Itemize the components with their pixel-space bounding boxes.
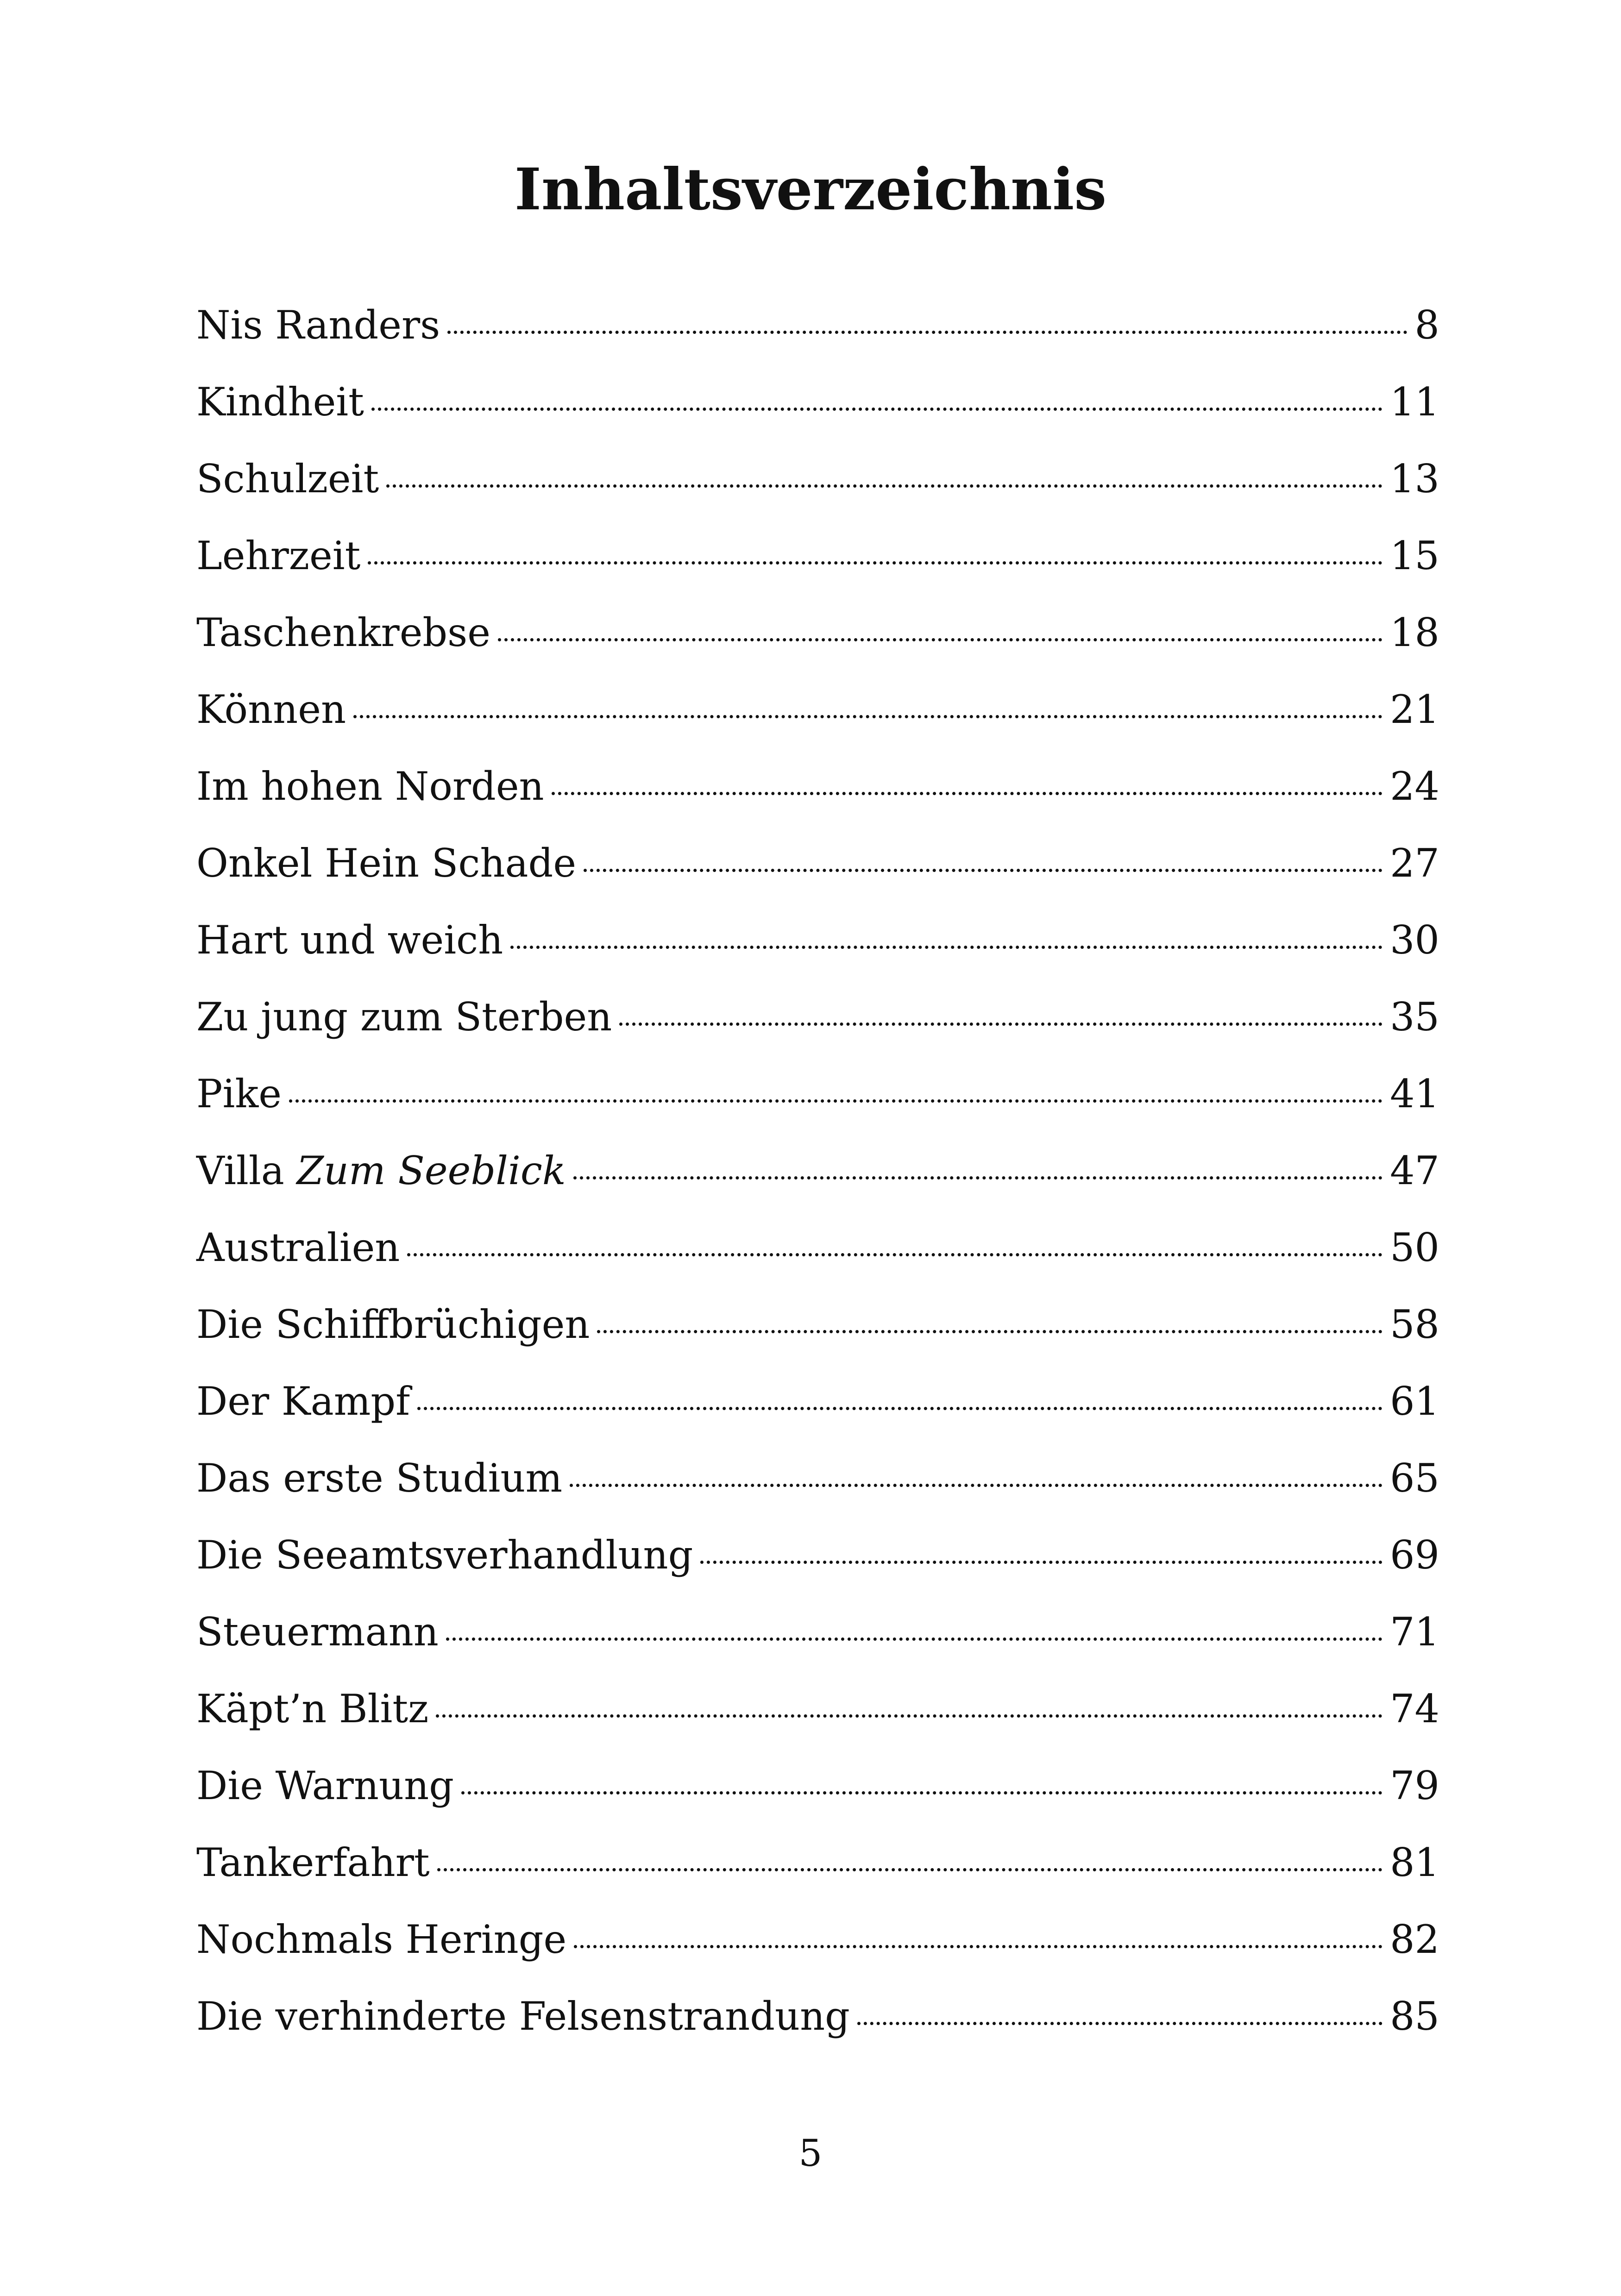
- toc-entry-title-prefix: Villa: [196, 1148, 297, 1193]
- toc-entry-title: Australien: [196, 1225, 400, 1270]
- toc-entry-title: Zu jung zum Sterben: [196, 994, 612, 1040]
- toc-entry: [196, 988, 1439, 1065]
- toc-entry-title: Der Kampf: [196, 1379, 410, 1424]
- toc-entry-page: 27: [1390, 841, 1439, 886]
- dot-leader: [386, 484, 1382, 488]
- toc-entry-page: 79: [1390, 1763, 1439, 1808]
- toc-entry-title-italic: Zum Seeblick: [296, 1148, 566, 1193]
- toc-entry-page: 71: [1390, 1609, 1439, 1655]
- toc-entry: [196, 1757, 1439, 1834]
- toc-entry-page: 47: [1390, 1148, 1439, 1193]
- toc-entry: [196, 296, 1439, 373]
- toc-entry-page: 11: [1390, 379, 1439, 425]
- dot-leader: [552, 792, 1382, 795]
- toc-entry: [196, 527, 1439, 604]
- toc-entry-page: 50: [1390, 1225, 1439, 1270]
- toc-entry-title: Die verhinderte Felsenstrandung: [196, 1994, 850, 2039]
- toc-entry-page: 24: [1390, 764, 1439, 809]
- toc-entry: [196, 1988, 1439, 2064]
- table-of-contents: [196, 296, 1439, 2064]
- toc-entry-page: 13: [1390, 456, 1439, 502]
- toc-entry-page: 41: [1390, 1071, 1439, 1117]
- dot-leader: [570, 1484, 1382, 1487]
- toc-entry-title: Die Schiffbrüchigen: [196, 1302, 590, 1347]
- toc-entry-page: 85: [1390, 1994, 1439, 2039]
- toc-entry-title: Tankerfahrt: [196, 1840, 430, 1885]
- toc-entry-title: Nochmals Heringe: [196, 1917, 567, 1962]
- page-number: 5: [798, 2132, 823, 2175]
- toc-entry-title: Lehrzeit: [196, 533, 361, 578]
- toc-entry-title: [196, 1142, 571, 1199]
- toc-entry: [196, 758, 1439, 834]
- toc-entry: [196, 1142, 1439, 1219]
- toc-entry-title: Hart und weich: [196, 917, 503, 963]
- toc-entry-page: 15: [1390, 533, 1439, 578]
- toc-entry: [196, 1296, 1439, 1373]
- toc-entry-page: 35: [1390, 994, 1439, 1040]
- toc-entry-title: Das erste Studium: [196, 1455, 563, 1501]
- dot-leader: [619, 1023, 1382, 1026]
- dot-leader: [446, 1637, 1382, 1641]
- toc-entry: [196, 1373, 1439, 1449]
- toc-entry-page: 82: [1390, 1917, 1439, 1962]
- toc-entry-title: Steuermann: [196, 1609, 439, 1655]
- toc-entry-page: 61: [1390, 1379, 1439, 1424]
- dot-leader: [353, 715, 1382, 718]
- dot-leader: [498, 638, 1382, 641]
- dot-leader: [371, 408, 1382, 411]
- dot-leader: [510, 946, 1382, 949]
- dot-leader: [436, 1714, 1382, 1718]
- toc-entry: [196, 1834, 1439, 1911]
- dot-leader: [447, 331, 1407, 334]
- dot-leader: [407, 1253, 1382, 1256]
- toc-entry: [196, 911, 1439, 988]
- toc-entry-title: Im hohen Norden: [196, 764, 544, 809]
- dot-leader: [437, 1868, 1382, 1871]
- toc-entry-title: Die Seeamtsverhandlung: [196, 1532, 693, 1578]
- toc-entry-title: Taschenkrebse: [196, 610, 491, 655]
- dot-leader: [597, 1330, 1382, 1333]
- toc-entry-page: 8: [1414, 302, 1439, 348]
- dot-leader: [584, 869, 1382, 872]
- toc-entry-title: Die Warnung: [196, 1763, 454, 1808]
- toc-entry: [196, 1219, 1439, 1296]
- dot-leader: [574, 1945, 1382, 1948]
- toc-entry: [196, 681, 1439, 758]
- toc-entry: [196, 450, 1439, 527]
- toc-entry-page: 58: [1390, 1302, 1439, 1347]
- toc-entry-page: 65: [1390, 1455, 1439, 1501]
- toc-entry-page: 81: [1390, 1840, 1439, 1885]
- dot-leader: [289, 1099, 1382, 1103]
- toc-entry: [196, 1911, 1439, 1988]
- toc-entry: [196, 834, 1439, 911]
- toc-entry-title: Nis Randers: [196, 302, 440, 348]
- toc-entry: [196, 373, 1439, 450]
- toc-entry-page: 74: [1390, 1686, 1439, 1731]
- toc-entry-title: Onkel Hein Schade: [196, 841, 577, 886]
- dot-leader: [461, 1791, 1382, 1794]
- dot-leader: [700, 1561, 1382, 1564]
- toc-entry-title: Kindheit: [196, 379, 364, 425]
- toc-entry-title: Können: [196, 687, 346, 732]
- page-title: Inhaltsverzeichnis: [514, 156, 1107, 223]
- toc-entry-title: Käpt’n Blitz: [196, 1686, 429, 1731]
- dot-leader: [573, 1176, 1382, 1179]
- toc-entry: [196, 1680, 1439, 1757]
- toc-entry: [196, 1526, 1439, 1603]
- dot-leader: [368, 561, 1382, 565]
- dot-leader: [857, 2022, 1382, 2025]
- toc-entry-page: 30: [1390, 917, 1439, 963]
- toc-entry: [196, 604, 1439, 681]
- toc-entry-title: Pike: [196, 1071, 282, 1117]
- dot-leader: [417, 1407, 1382, 1410]
- toc-entry: [196, 1065, 1439, 1142]
- toc-entry-page: 69: [1390, 1532, 1439, 1578]
- toc-entry: [196, 1449, 1439, 1526]
- toc-entry-page: 18: [1390, 610, 1439, 655]
- toc-entry-page: 21: [1390, 687, 1439, 732]
- toc-entry: [196, 1603, 1439, 1680]
- toc-entry-title: Schulzeit: [196, 456, 379, 502]
